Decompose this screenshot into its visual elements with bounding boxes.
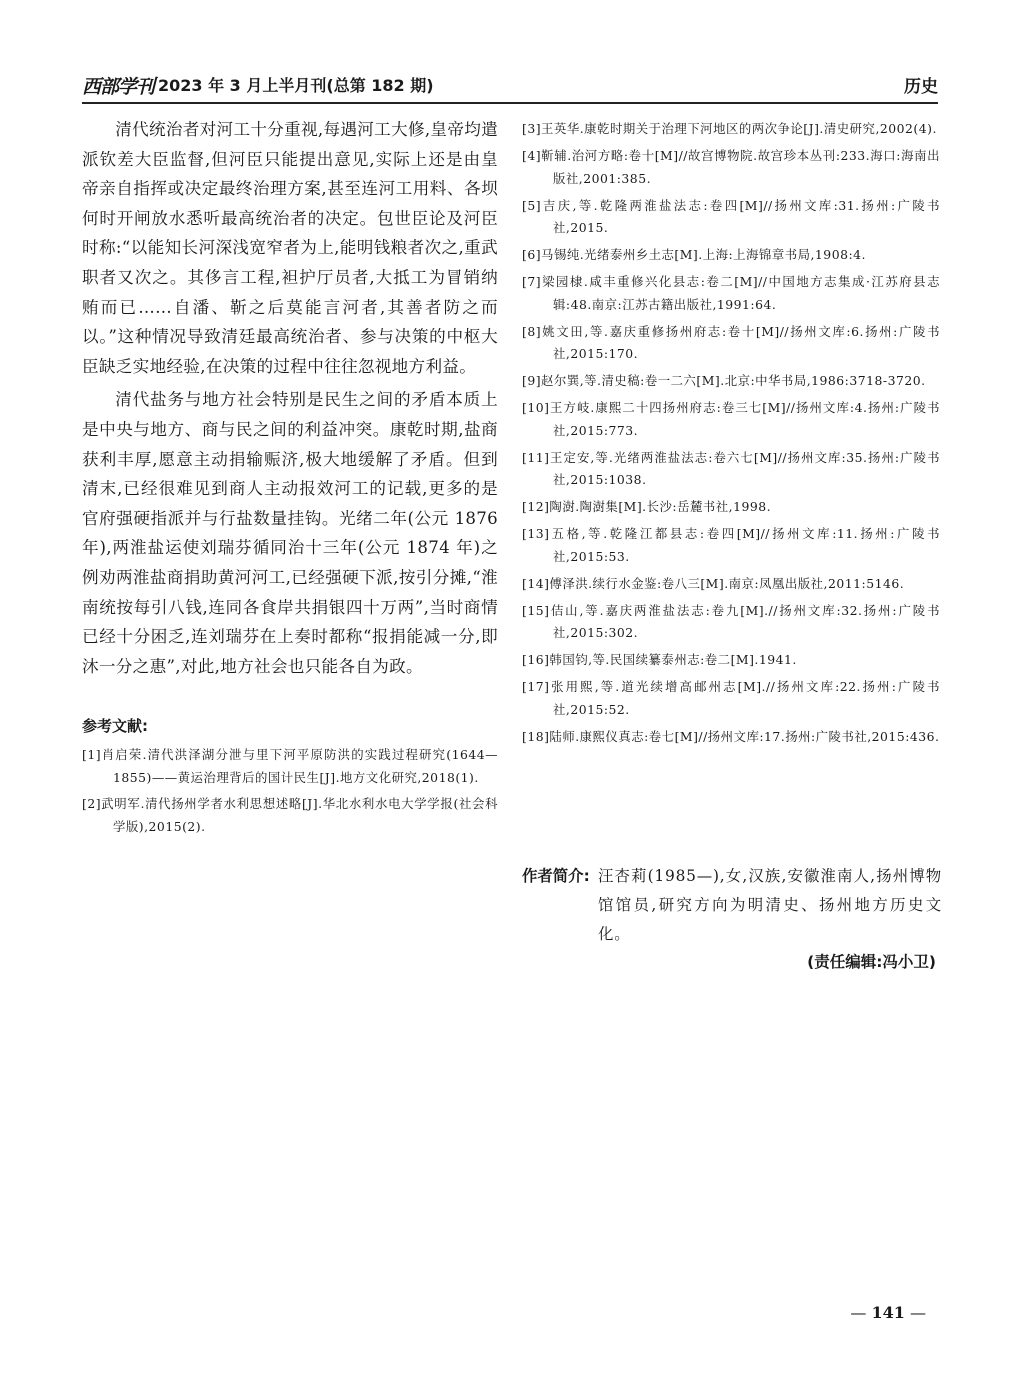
reference-item: [8]姚文田,等.嘉庆重修扬州府志:卷十[M]//扬州文库:6.扬州:广陵书社,2015:170. <box>522 323 940 361</box>
dash-decoration: — <box>904 1303 926 1322</box>
reference-item: [15]佶山,等.嘉庆两淮盐法志:卷九[M].//扬州文库:32.扬州:广陵书社,2015:302. <box>522 602 940 640</box>
section-title: 历史 <box>904 77 938 97</box>
reference-item: [18]陆师.康熙仪真志:卷七[M]//扬州文库:17.扬州:广陵书社,2015:436. <box>522 728 940 744</box>
reference-item: [11]王定安,等.光绪两淮盐法志:卷六七[M]//扬州文库:35.扬州:广陵书社,2015:1038. <box>522 449 940 487</box>
author-bio-text: 汪杏莉(1985—),女,汉族,安徽淮南人,扬州博物馆馆员,研究方向为明清史、扬州地方历史文化。 <box>598 867 942 943</box>
reference-item: [14]傅泽洪.续行水金鉴:卷八三[M].南京:凤凰出版社,2011:5146. <box>522 575 905 591</box>
right-column <box>522 118 940 753</box>
reference-item: [13]五格,等.乾隆江都县志:卷四[M]//扬州文库:11.扬州:广陵书社,2015:53. <box>522 526 940 564</box>
reference-item: [1]肖启荣.清代洪泽湖分泄与里下河平原防洪的实践过程研究(1644—1855)——黄运治理背后的国计民生[J].地方文化研究,2018(1). <box>82 747 498 785</box>
body-paragraph: 清代统治者对河工十分重视,每遇河工大修,皇帝均遣派钦差大臣监督,但河臣只能提出意见,实际上还是由皇帝亲自指挥或决定最终治理方案,甚至连河工用料、各坝何时开闸放水悉听最高统治者的决定。包世臣论及河臣时称:“以能知长河深浅宽窄者为上,能明钱粮者次之,重武职者又次之。其侈言工程,袒护厅员者,大抵工为冒销纳贿而已……自潘、靳之后莫能言河者,其善者防之而以。”这种情况导致清廷最高统治者、参与决策的中枢大臣缺乏实地经验,在决策的过程中往往忽视地方利益。 <box>82 120 498 376</box>
journal-logo: 西部学刊 <box>82 76 155 98</box>
reference-item: [3]王英华.康乾时期关于治理下河地区的两次争论[J].清史研究,2002(4). <box>522 121 937 136</box>
body-paragraph: 清代盐务与地方社会特别是民生之间的矛盾本质上是中央与地方、商与民之间的利益冲突。康乾时期,盐商获利丰厚,愿意主动捐输赈济,极大地缓解了矛盾。但到清末,已经很难见到商人主动报效河工的记载,更多的是官府强硬指派并与行盐数量挂钩。光绪二年(公元 1876 年),两淮盐运使刘瑞芬循同治十三年(公元 1874 年)之例劝两淮盐商捐助黄河河工,已经强硬下派,按引分摊,“淮南统按每引八钱,连同各食岸共捐银四十万两”,当时商情已经十分困乏,连刘瑞芬在上奏时都称“报捐能减一分,即沐一分之惠”,对此,地方社会也只能各自为政。 <box>82 390 498 676</box>
reference-item: [2]武明军.清代扬州学者水利思想述略[J].华北水利水电大学学报(社会科学版),2015(2). <box>82 796 498 834</box>
reference-item: [16]韩国钧,等.民国续纂泰州志:卷二[M].1941. <box>522 652 797 667</box>
reference-item: [10]王方岐.康熙二十四扬州府志:卷三七[M]//扬州文库:4.扬州:广陵书社,2015:773. <box>522 400 940 438</box>
issue-info: 2023 年 3 月上半月刊(总第 182 期) <box>158 76 434 95</box>
reference-item: [5]吉庆,等.乾隆两淮盐法志:卷四[M]//扬州文库:31.扬州:广陵书社,2015. <box>522 197 940 235</box>
page-number-value: 141 <box>871 1303 905 1322</box>
responsible-editor: (责任编辑:冯小卫) <box>807 953 936 971</box>
left-column <box>82 115 498 842</box>
reference-item: [9]赵尔巽,等.清史稿:卷一二六[M].北京:中华书局,1986:3718-3720. <box>522 373 926 388</box>
dash-decoration: — <box>850 1303 872 1322</box>
reference-item: [12]陶澍.陶澍集[M].长沙:岳麓书社,1998. <box>522 499 772 514</box>
page-header <box>82 68 938 104</box>
reference-item: [4]靳辅.治河方略:卷十[M]//故宫博物院.故宫珍本丛刊:233.海口:海南出版社,2001:385. <box>522 148 940 186</box>
reference-item: [17]张用熙,等.道光续增高邮州志[M].//扬州文库:22.扬州:广陵书社,2015:52. <box>522 679 940 717</box>
page-number <box>850 1303 926 1322</box>
author-bio-label: 作者简介: <box>522 867 590 885</box>
author-bio <box>522 862 942 949</box>
reference-item: [7]梁园棣.咸丰重修兴化县志:卷二[M]//中国地方志集成·江苏府县志辑:48.南京:江苏古籍出版社,1991:64. <box>522 274 940 312</box>
references-heading: 参考文献: <box>82 717 148 736</box>
reference-item: [6]马锡纯.光绪泰州乡土志[M].上海:上海锦章书局,1908:4. <box>522 247 866 262</box>
